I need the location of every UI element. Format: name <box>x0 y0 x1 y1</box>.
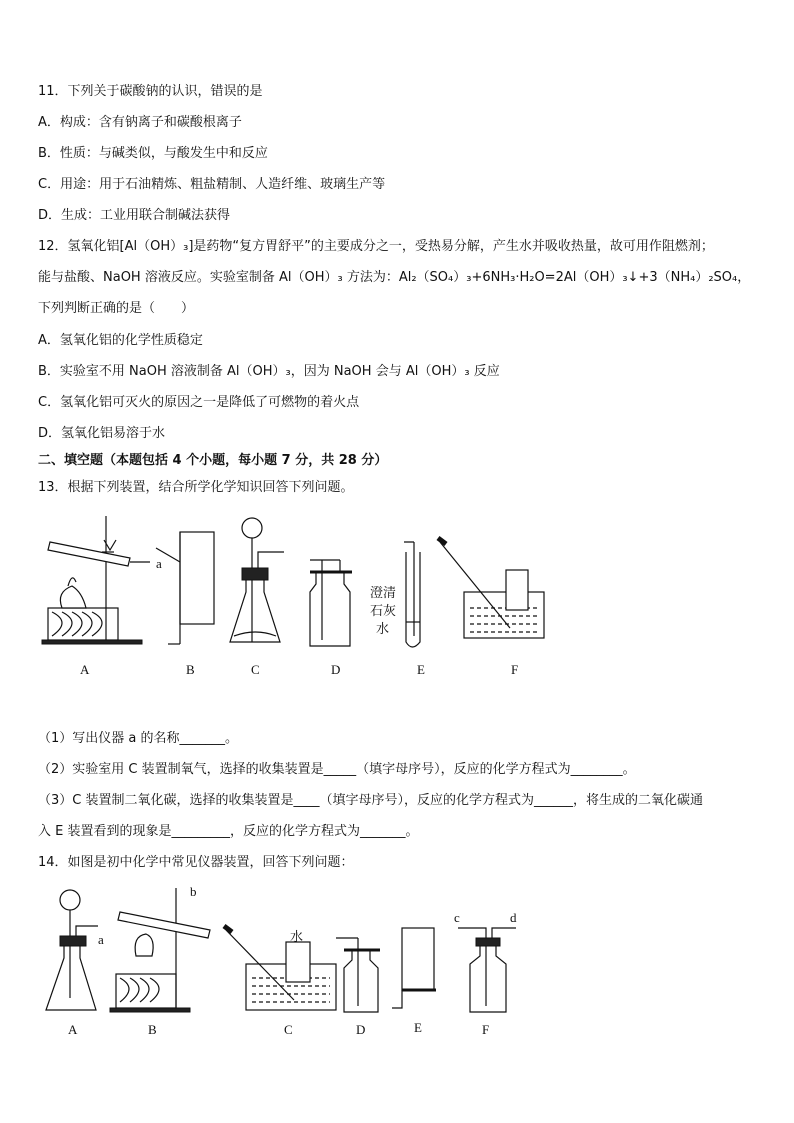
apparatus-f <box>458 928 516 1012</box>
q14-apparatus-figure <box>40 882 540 1042</box>
q14-apparatus-drawing <box>40 882 540 1042</box>
apparatus-d <box>336 938 380 1012</box>
figure-label-b: B <box>148 1022 157 1037</box>
q13-sub-3-line-2: 入 E 装置看到的现象是_________，反应的化学方程式为_______。 <box>38 824 419 839</box>
q13-apparatus-figure <box>40 512 560 682</box>
q13-stem: 13．根据下列装置，结合所学化学知识回答下列问题。 <box>38 480 354 495</box>
limewater-label-1: 澄清 <box>370 586 397 601</box>
apparatus-d <box>310 560 352 646</box>
q11-option-b: B．性质：与碱类似，与酸发生中和反应 <box>38 146 268 161</box>
label-a-q14: a <box>98 932 104 947</box>
figure-label-f: F <box>511 662 519 677</box>
apparatus-b <box>156 532 214 644</box>
q14-stem: 14．如图是初中化学中常见仪器装置，回答下列问题： <box>38 855 354 870</box>
apparatus-c <box>230 518 284 642</box>
q12-option-d: D．氢氧化铝易溶于水 <box>38 426 166 441</box>
figure-label-e: E <box>417 662 425 677</box>
figure-label-d: D <box>331 662 341 677</box>
q11-option-d: D．生成：工业用联合制碱法获得 <box>38 208 231 223</box>
apparatus-b <box>110 888 210 1012</box>
limewater-label-3: 水 <box>376 622 390 637</box>
figure-label-a: A <box>80 662 90 677</box>
label-c-q14: c <box>454 910 460 925</box>
q11-option-a: A．构成：含有钠离子和碳酸根离子 <box>38 115 242 130</box>
q12-option-a: A．氢氧化铝的化学性质稳定 <box>38 333 203 348</box>
figure-label-c: C <box>284 1022 293 1037</box>
figure-label-a: A <box>68 1022 78 1037</box>
apparatus-a <box>46 890 98 1010</box>
section-heading: 二、填空题（本题包括 4 个小题，每小题 7 分，共 28 分） <box>38 453 388 468</box>
figure-label-f: F <box>482 1022 490 1037</box>
apparatus-e <box>404 542 420 647</box>
limewater-label-2: 石灰 <box>370 604 397 619</box>
q12-stem-line-3: 下列判断正确的是（ ） <box>38 301 195 316</box>
q12-stem-line-1: 12．氢氧化铝[Al（OH）₃]是药物“复方胃舒平”的主要成分之一，受热易分解，产生水并吸收热量，故可用作阻燃剂； <box>38 239 714 254</box>
figure-label-d: D <box>356 1022 366 1037</box>
q13-sub-2: （2）实验室用 C 装置制氧气，选择的收集装置是_____（填字母序号），反应的化学方程式为________。 <box>38 762 636 777</box>
figure-label-e: E <box>414 1020 422 1035</box>
q13-sub-1: （1）写出仪器 a 的名称_______。 <box>38 731 239 746</box>
q11-option-c: C．用途：用于石油精炼、粗盐精制、人造纤维、玻璃生产等 <box>38 177 386 192</box>
label-a-q13: a <box>156 556 162 571</box>
apparatus-a <box>42 516 150 644</box>
q12-option-b: B．实验室不用 NaOH 溶液制备 Al（OH）₃，因为 NaOH 会与 Al（OH）₃ 反应 <box>38 364 500 379</box>
apparatus-e <box>392 928 436 1008</box>
apparatus-f <box>438 538 544 638</box>
label-b-q14: b <box>190 884 197 899</box>
q11-stem: 11．下列关于碳酸钠的认识，错误的是 <box>38 84 263 99</box>
q12-option-c: C．氢氧化铝可灭火的原因之一是降低了可燃物的着火点 <box>38 395 360 410</box>
water-label: 水 <box>290 930 304 945</box>
q13-sub-3-line-1: （3）C 装置制二氧化碳，选择的收集装置是____（填字母序号），反应的化学方程式为______，将生成的二氧化碳通 <box>38 793 703 808</box>
figure-label-c: C <box>251 662 260 677</box>
q13-apparatus-drawing <box>40 512 560 682</box>
q12-stem-line-2: 能与盐酸、NaOH 溶液反应。实验室制备 Al（OH）₃ 方法为：Al₂（SO₄）₃+6NH₃·H₂O=2Al（OH）₃↓+3（NH₄）₂SO₄， <box>38 270 751 285</box>
apparatus-c <box>224 926 336 1010</box>
figure-label-b: B <box>186 662 195 677</box>
label-d-q14: d <box>510 910 517 925</box>
